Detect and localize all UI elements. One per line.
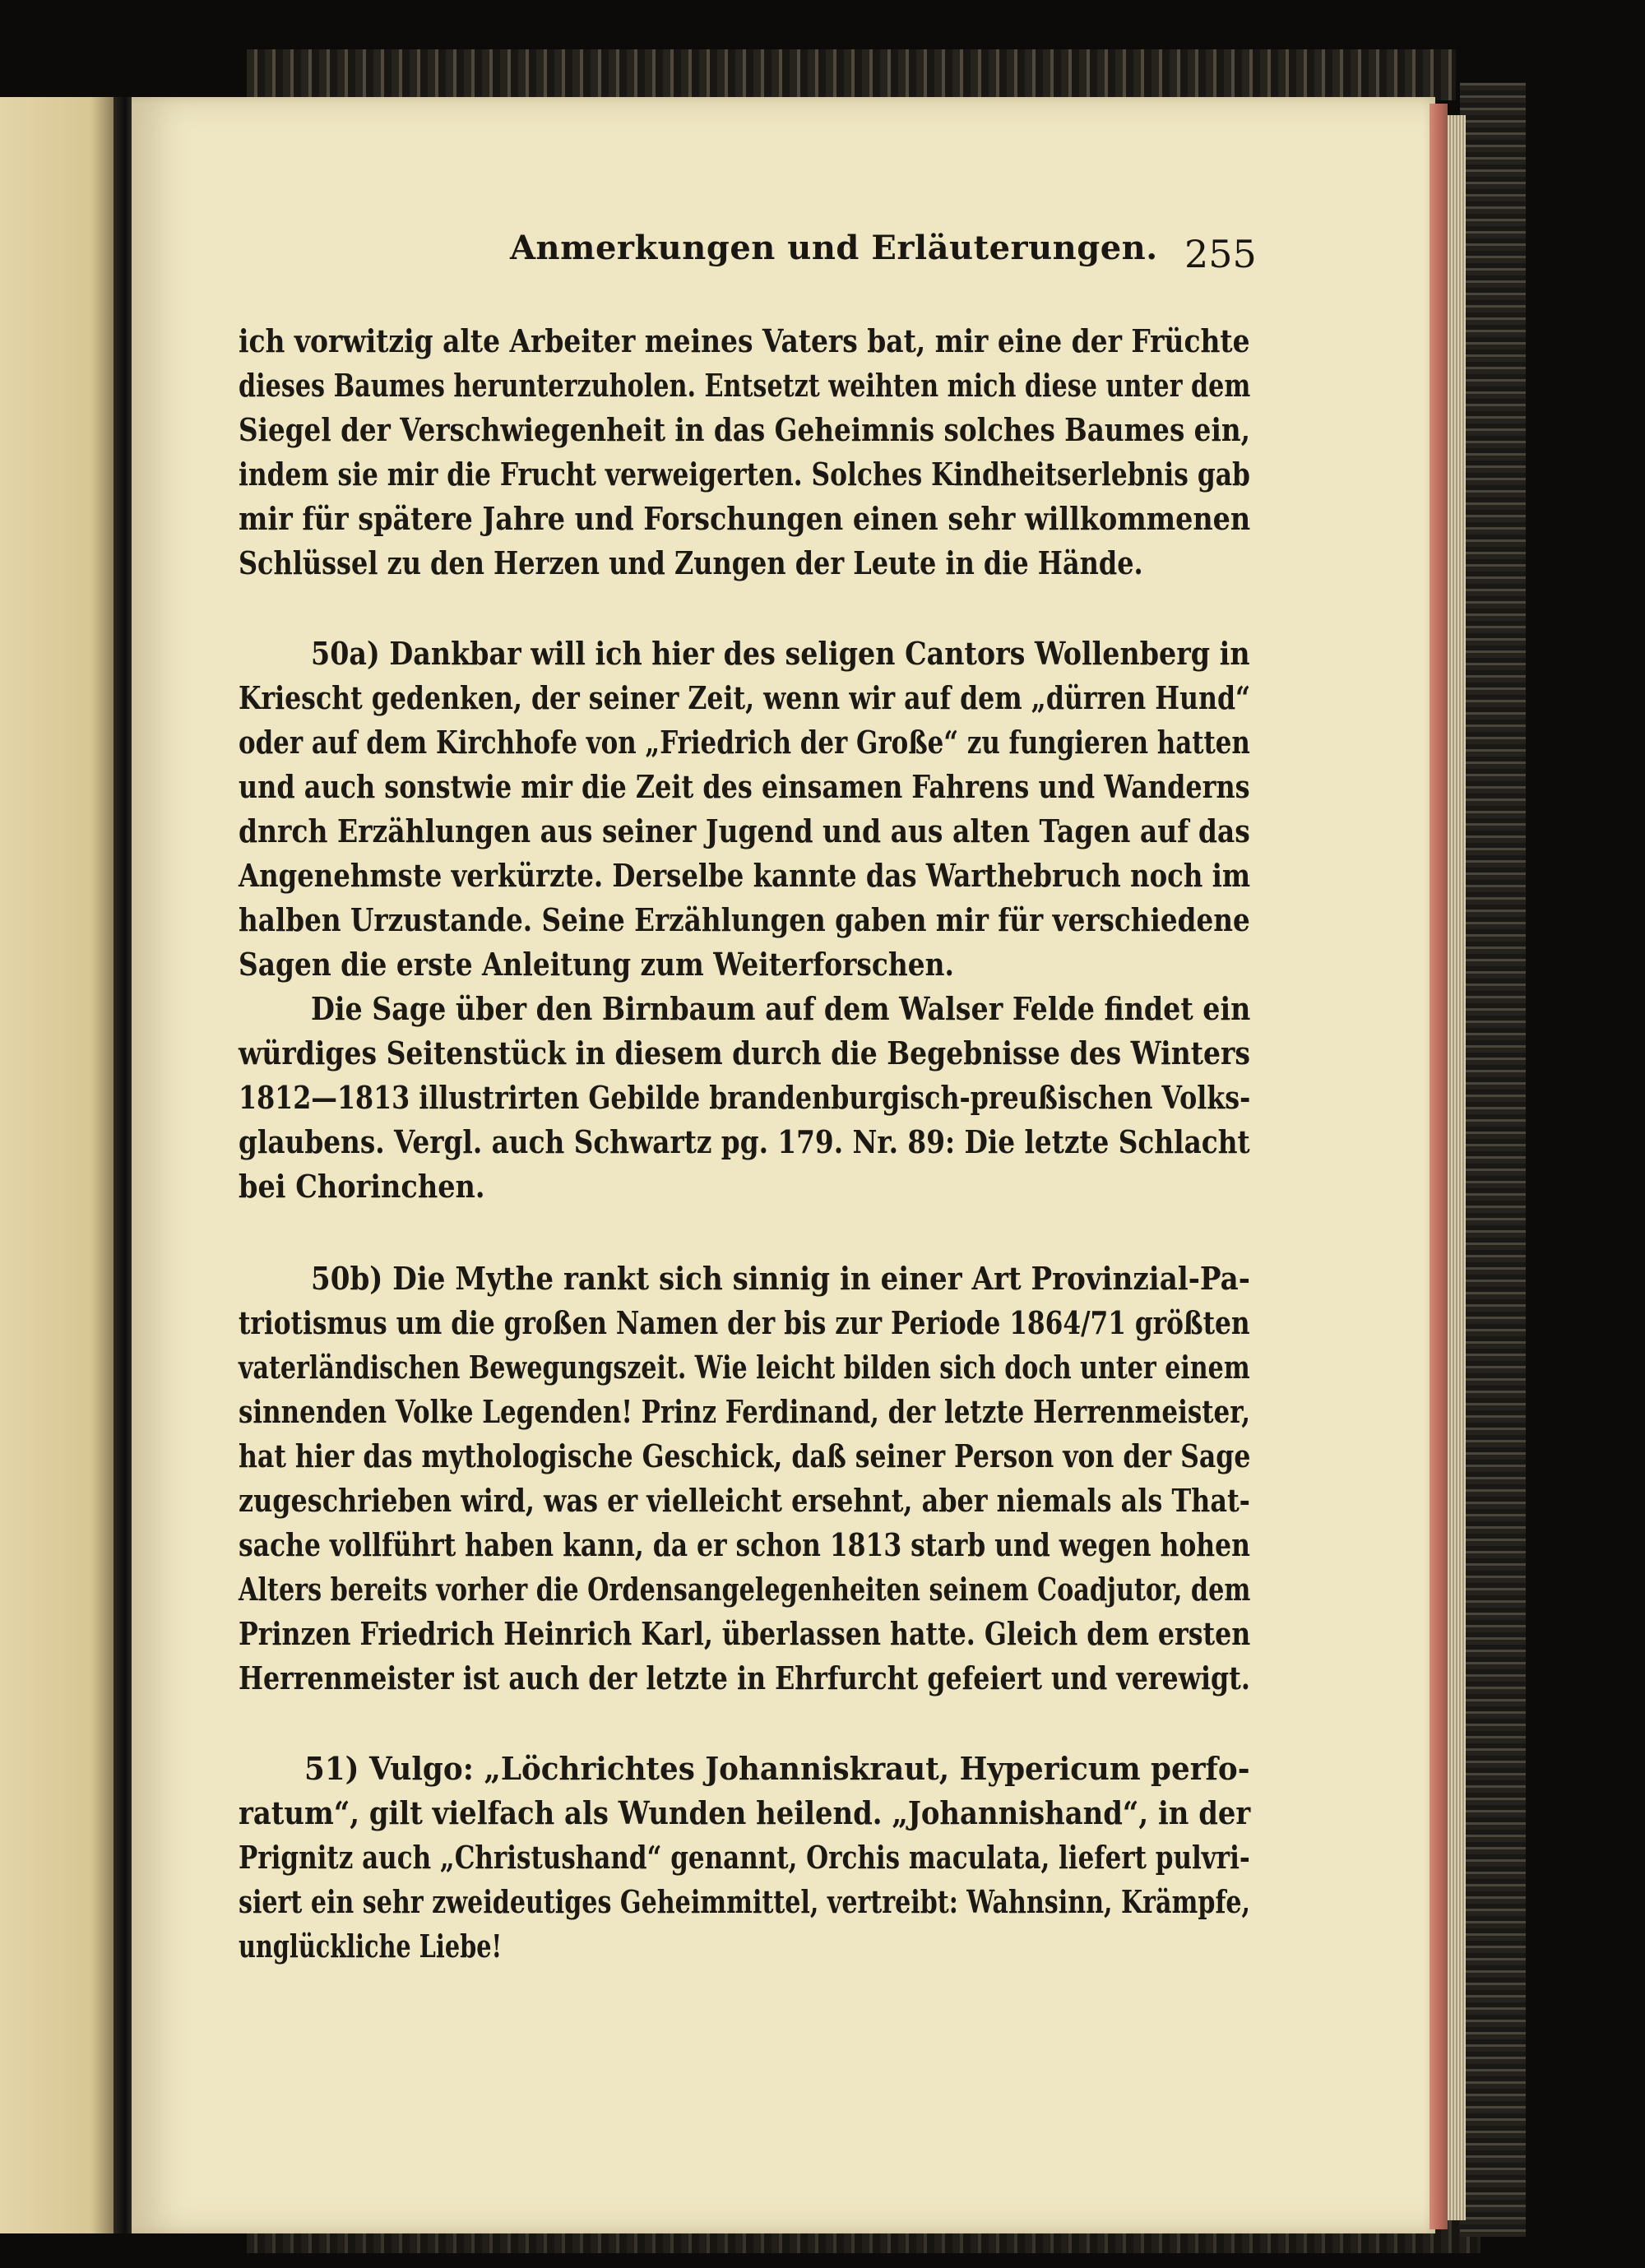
text-line: halben Urzustande. Seine Erzählungen gaben mir für verschiedene	[239, 901, 1250, 938]
text-line: Schlüssel zu den Herzen und Zungen der Leute in die Hände.	[239, 544, 1143, 581]
text-line: vaterländischen Bewegungszeit. Wie leicht bilden sich doch unter einem	[239, 1349, 1250, 1386]
text-line: Herrenmeister ist auch der letzte in Ehrfurcht gefeiert und verewigt.	[239, 1659, 1250, 1696]
text-line: Siegel der Verschwiegenheit in das Geheimnis solches Baumes ein,	[239, 411, 1250, 448]
left-page-edge	[0, 97, 114, 2233]
text-line: zugeschrieben wird, was er vielleicht ersehnt, aber niemals als That-	[239, 1482, 1250, 1519]
page-edge-stack	[1448, 115, 1466, 2220]
text-line: bei Chorinchen.	[239, 1168, 485, 1205]
text-line: sinnenden Volke Legenden! Prinz Ferdinand, der letzte Herrenmeister,	[239, 1393, 1251, 1430]
text-line: siert ein sehr zweideutiges Geheimmittel, vertreibt: Wahnsinn, Krämpfe,	[239, 1883, 1251, 1920]
text-line: triotismus um die großen Namen der bis zur Periode 1864/71 größten	[239, 1304, 1250, 1341]
text-line: hat hier das mythologische Geschick, daß seiner Person von der Sage	[239, 1437, 1251, 1474]
text-line: Kriescht gedenken, der seiner Zeit, wenn wir auf dem „dürren Hund“	[239, 679, 1251, 716]
text-line: Sagen die erste Anleitung zum Weiterforschen.	[239, 946, 954, 983]
text-line: glaubens. Vergl. auch Schwartz pg. 179. Nr. 89: Die letzte Schlacht	[239, 1123, 1250, 1160]
text-line: Prignitz auch „Christushand“ genannt, Orchis maculata, liefert pulvri-	[239, 1839, 1250, 1876]
book-cover-edge	[1460, 82, 1526, 2237]
text-line: 50b) Die Mythe rankt sich sinnig in einer Art Provinzial-Pa-	[311, 1260, 1250, 1297]
text-line: 1812—1813 illustrirten Gebilde brandenburgisch-preußischen Volks-	[239, 1079, 1251, 1116]
text-line: dnrch Erzählungen aus seiner Jugend und aus alten Tagen auf das	[239, 812, 1250, 849]
text-line: Alters bereits vorher die Ordensangelegenheiten seinem Coadjutor, dem	[239, 1571, 1251, 1608]
text-line: dieses Baumes herunterzuholen. Entsetzt weihten mich diese unter dem	[239, 367, 1251, 404]
page-number: 255	[1184, 232, 1257, 276]
text-line: 50a) Dankbar will ich hier des seligen Cantors Wollenberg in	[311, 635, 1250, 672]
book-spine-top	[247, 49, 1456, 100]
text-line: mir für spätere Jahre und Forschungen einen sehr willkommenen	[239, 500, 1251, 537]
text-line: Die Sage über den Birnbaum auf dem Walser Felde findet ein	[311, 990, 1251, 1027]
text-line: ratum“, gilt vielfach als Wunden heilend. „Johannishand“, in der	[239, 1794, 1251, 1831]
text-line: würdiges Seitenstück in diesem durch die Begebnisse des Winters	[239, 1034, 1250, 1072]
running-header: Anmerkungen und Erläuterungen.	[510, 229, 1158, 267]
text-line: indem sie mir die Frucht verweigerten. Solches Kindheitserlebnis gab	[239, 456, 1250, 493]
text-line: Angenehmste verkürzte. Derselbe kannte das Warthebruch noch im	[239, 857, 1251, 894]
text-line: 51) Vulgo: „Löchrichtes Johanniskraut, Hypericum perfo-	[304, 1750, 1250, 1787]
page-edge-red	[1430, 104, 1448, 2229]
text-line: sache vollführt haben kann, da er schon 1813 starb und wegen hohen	[239, 1526, 1250, 1563]
text-line: unglückliche Liebe!	[239, 1928, 503, 1965]
text-line: ich vorwitzig alte Arbeiter meines Vaters bat, mir eine der Früchte	[239, 322, 1250, 359]
text-line: und auch sonstwie mir die Zeit des einsamen Fahrens und Wanderns	[239, 768, 1250, 805]
text-line: Prinzen Friedrich Heinrich Karl, überlassen hatte. Gleich dem ersten	[239, 1615, 1251, 1652]
text-line: oder auf dem Kirchhofe von „Friedrich der Große“ zu fungieren hatten	[239, 724, 1250, 761]
